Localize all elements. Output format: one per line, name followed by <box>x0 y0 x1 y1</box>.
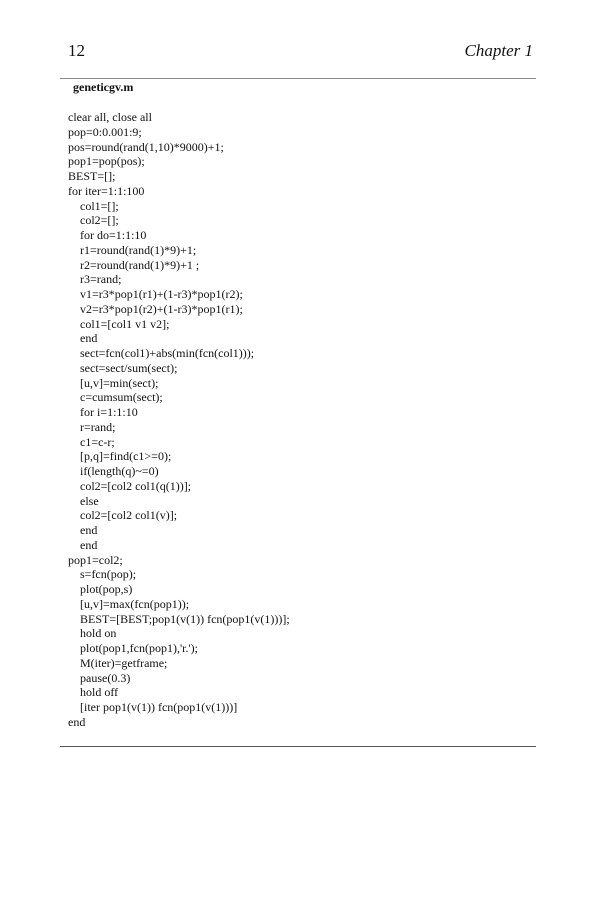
code-line: [iter pop1(v(1)) fcn(pop1(v(1)))] <box>68 700 238 714</box>
code-line: r3=rand; <box>68 272 122 287</box>
code-line: col2=[col2 col1(v)]; <box>68 508 178 523</box>
code-line: col2=[col2 col1(q(1))]; <box>68 478 192 493</box>
code-line: end <box>68 523 98 537</box>
bottom-rule <box>60 746 536 747</box>
code-line: plot(pop,s) <box>68 582 133 596</box>
code-line: end <box>68 331 98 346</box>
code-line: plot(pop1,fcn(pop1),'r.'); <box>68 641 198 655</box>
code-line: for iter=1:1:100 <box>68 183 145 198</box>
code-line: M(iter)=getframe; <box>68 655 168 670</box>
code-line: pop1=pop(pos); <box>68 154 145 169</box>
code-line: BEST=[]; <box>68 169 116 183</box>
code-line: pause(0.3) <box>68 670 131 685</box>
code-line: r=rand; <box>68 419 116 434</box>
code-line: BEST=[BEST;pop1(v(1)) fcn(pop1(v(1)))]; <box>68 611 290 626</box>
code-line: pop=0:0.001:9; <box>68 124 142 139</box>
code-line: pop1=col2; <box>68 552 123 567</box>
code-line: for do=1:1:10 <box>68 228 147 242</box>
code-line: v2=r3*pop1(r2)+(1-r3)*pop1(r1); <box>68 301 243 316</box>
code-line: end <box>68 537 98 552</box>
code-line: r2=round(rand(1)*9)+1 ; <box>68 257 200 272</box>
code-line: [p,q]=find(c1>=0); <box>68 449 172 464</box>
code-line: for i=1:1:10 <box>68 405 138 419</box>
code-line: col2=[]; <box>68 213 119 228</box>
code-line: v1=r3*pop1(r1)+(1-r3)*pop1(r2); <box>68 287 243 301</box>
code-line: sect=fcn(col1)+abs(min(fcn(col1))); <box>68 346 255 360</box>
code-line: clear all, close all <box>68 110 152 124</box>
code-line: [u,v]=min(sect); <box>68 375 159 390</box>
code-line: c1=c-r; <box>68 434 115 449</box>
code-line: sect=sect/sum(sect); <box>68 360 178 375</box>
code-line: col1=[]; <box>68 198 119 213</box>
code-line: [u,v]=max(fcn(pop1)); <box>68 596 190 611</box>
code-line: s=fcn(pop); <box>68 567 137 582</box>
code-line: col1=[col1 v1 v2]; <box>68 316 170 331</box>
code-line: else <box>68 493 99 508</box>
chapter-title: Chapter 1 <box>464 41 533 60</box>
code-line: end <box>68 714 86 729</box>
code-line: c=cumsum(sect); <box>68 390 163 405</box>
top-rule <box>60 78 536 79</box>
page-number: 12 <box>68 41 85 60</box>
code-line: if(length(q)~=0) <box>68 464 159 478</box>
code-line: r1=round(rand(1)*9)+1; <box>68 242 197 257</box>
code-listing <box>68 110 290 730</box>
code-line: hold off <box>68 685 119 700</box>
code-line: hold on <box>68 626 117 641</box>
code-line: pos=round(rand(1,10)*9000)+1; <box>68 139 224 154</box>
listing-filename: geneticgv.m <box>73 80 134 94</box>
